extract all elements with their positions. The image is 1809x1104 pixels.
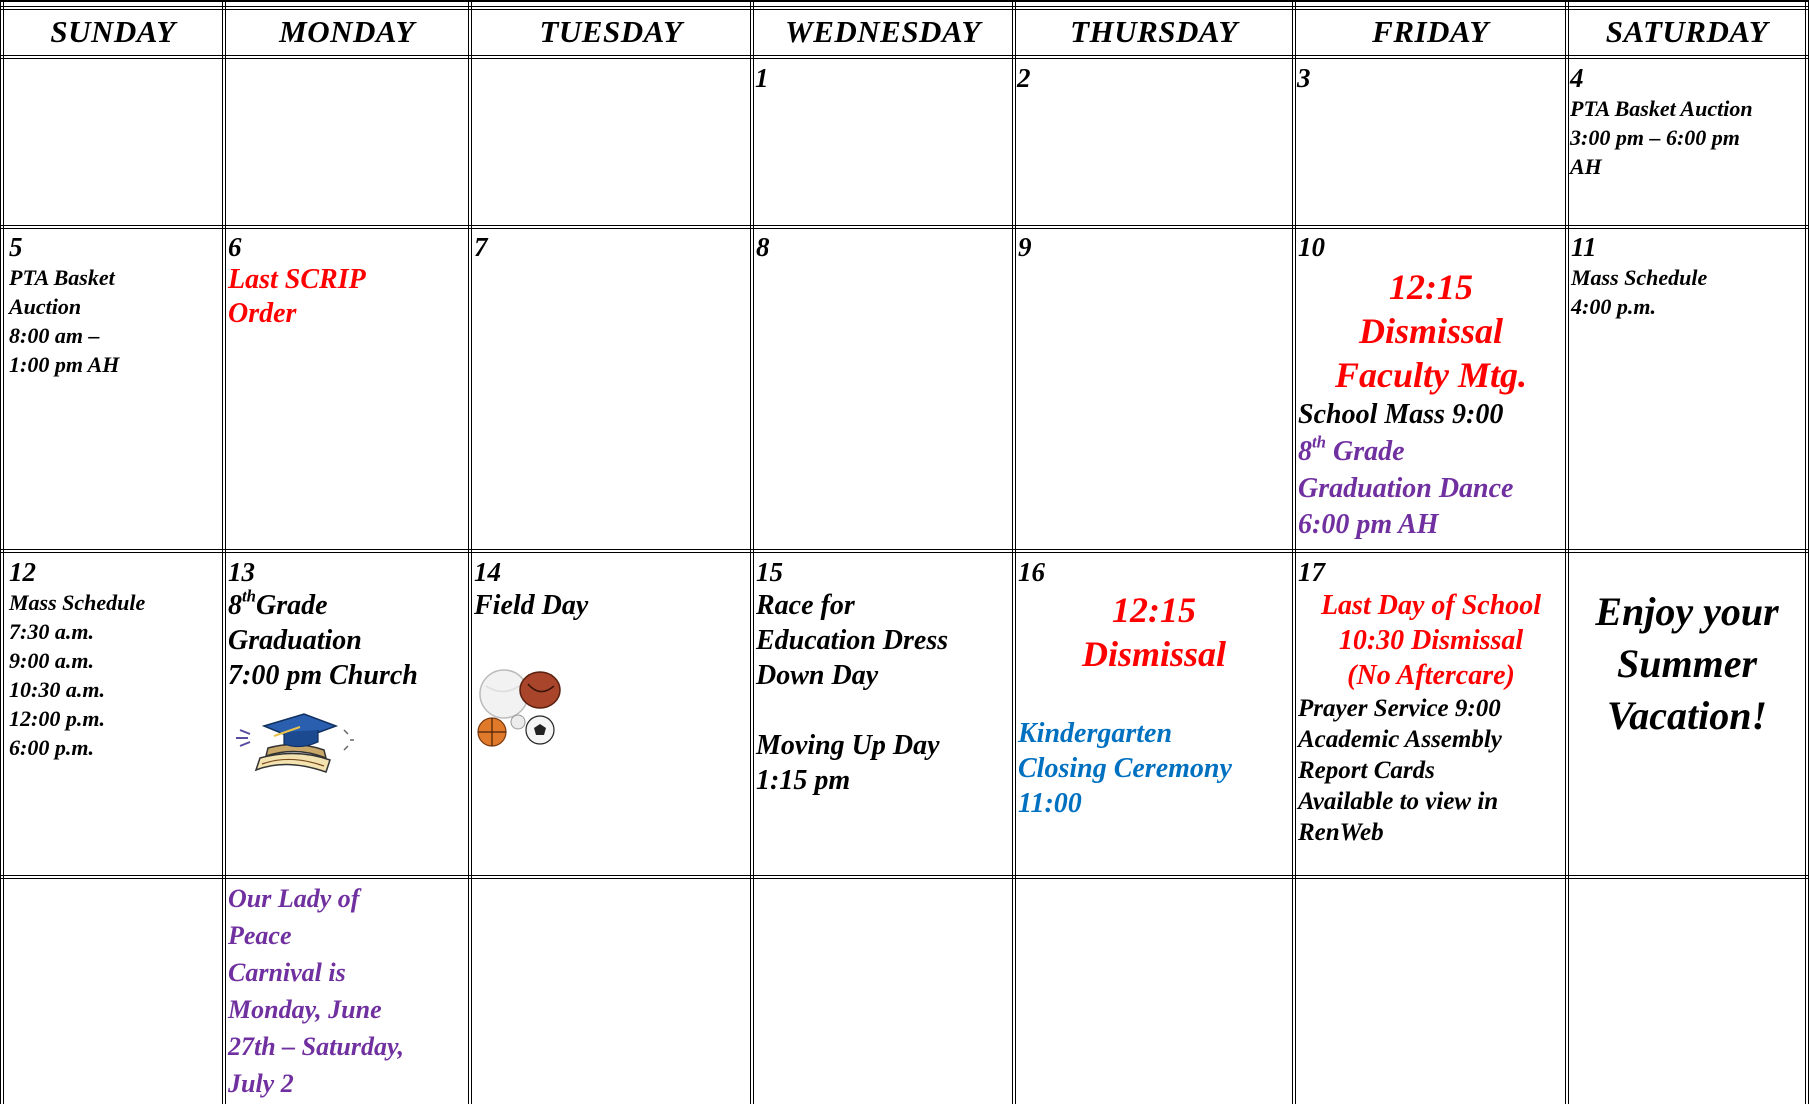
event-text: Race for [756, 590, 855, 621]
header-friday: FRIDAY [1372, 14, 1489, 49]
day-number: 1 [755, 63, 769, 93]
event-spacer [1018, 676, 1290, 716]
grid-hline [0, 875, 1809, 879]
event-text: 8 [1298, 436, 1312, 467]
header-wednesday: WEDNESDAY [785, 14, 981, 49]
day-number: 8 [756, 232, 770, 262]
event-text: Moving Up Day [756, 730, 940, 761]
day-cell [1018, 556, 1290, 821]
event-text: Grade [1333, 436, 1405, 467]
event-text: Peace [228, 921, 292, 950]
day-cell [1298, 231, 1564, 543]
event-text: 12:00 p.m. [9, 706, 105, 731]
event-text: 1:15 pm [756, 765, 851, 796]
event-text: Graduation [228, 625, 362, 656]
day-number: 14 [474, 557, 501, 587]
event-text: Auction [9, 294, 82, 319]
day-cell [1571, 586, 1803, 742]
day-number: 10 [1298, 232, 1325, 262]
event-text: th [1312, 432, 1326, 452]
event-text: Our Lady of [228, 884, 360, 913]
event-text: Faculty Mtg. [1334, 355, 1527, 395]
day-number: 7 [474, 232, 488, 262]
event-text: July 2 [228, 1069, 294, 1098]
event-text: Academic Assembly [1298, 726, 1502, 753]
day-number: 12 [9, 557, 36, 587]
event-text: 12:15 [1112, 590, 1196, 630]
day-number: 2 [1017, 63, 1031, 93]
event-text: Field Day [474, 590, 589, 621]
event-text: Summer [1616, 641, 1758, 686]
event-text: 6:00 p.m. [9, 735, 94, 760]
event-text: 8:00 am – [9, 323, 100, 348]
day-number: 9 [1018, 232, 1032, 262]
event-text: 1:00 pm AH [9, 352, 120, 377]
event-text: Prayer Service 9:00 [1298, 695, 1501, 722]
event-text: 6:00 pm AH [1298, 509, 1439, 540]
day-number: 4 [1570, 63, 1584, 93]
day-cell [756, 231, 770, 263]
event-text: 7:00 pm Church [228, 660, 418, 691]
event-text: Graduation Dance [1298, 473, 1514, 504]
day-cell [9, 556, 219, 762]
event-text: Mass Schedule [1571, 265, 1708, 290]
event-text: Down Day [756, 660, 879, 691]
day-cell [1297, 62, 1311, 94]
event-text: Enjoy your [1595, 589, 1779, 634]
event-text: 7:30 a.m. [9, 619, 94, 644]
event-text: Monday, June [228, 995, 382, 1024]
event-text: AH [1570, 154, 1602, 179]
day-cell [9, 231, 219, 379]
grid-hline [0, 55, 1809, 59]
day-cell [474, 231, 488, 263]
grid-hline [0, 225, 1809, 229]
day-cell [1018, 231, 1032, 263]
event-text: Dismissal [1081, 634, 1227, 674]
day-number: 16 [1018, 557, 1045, 587]
day-cell [1298, 556, 1564, 848]
event-spacer [756, 693, 1010, 728]
day-number: 11 [1571, 232, 1597, 262]
event-text: 3:00 pm – 6:00 pm [1570, 125, 1740, 150]
header-sunday: SUNDAY [50, 14, 176, 49]
graduation-cap-books-icon [226, 700, 366, 780]
event-text: Closing Ceremony [1018, 753, 1232, 784]
event-text: PTA Basket Auction [1570, 96, 1753, 121]
event-text: Report Cards [1298, 757, 1435, 784]
top-border [0, 0, 1809, 2]
day-number: 17 [1298, 557, 1325, 587]
event-text: Last SCRIP [228, 264, 366, 295]
event-text: 4:00 p.m. [1571, 294, 1656, 319]
event-text: Carnival is [228, 958, 346, 987]
day-number: 15 [756, 557, 783, 587]
event-text: Last Day of School [1320, 590, 1542, 621]
day-cell [756, 556, 1010, 798]
event-text: School Mass 9:00 [1298, 399, 1504, 430]
event-text: Education Dress [756, 625, 949, 656]
day-cell [474, 556, 746, 623]
event-text: PTA Basket [9, 265, 115, 290]
event-text: Kindergarten [1018, 718, 1173, 749]
event-text: Dismissal [1358, 311, 1504, 351]
event-text: 11:00 [1018, 788, 1082, 819]
event-text: RenWeb [1298, 819, 1384, 846]
day-cell [1570, 62, 1802, 181]
event-text: Mass Schedule [9, 590, 146, 615]
day-cell [755, 62, 769, 94]
day-number: 5 [9, 232, 23, 262]
event-text: 10:30 Dismissal [1338, 625, 1524, 656]
day-number: 3 [1297, 63, 1311, 93]
header-saturday: SATURDAY [1605, 14, 1769, 49]
header-tuesday: TUESDAY [539, 14, 683, 49]
event-text: Grade [256, 590, 328, 621]
day-cell [228, 231, 464, 331]
header-thursday: THURSDAY [1070, 14, 1238, 49]
grid-hline [0, 549, 1809, 553]
event-text: 10:30 a.m. [9, 677, 105, 702]
event-text: th [242, 586, 256, 606]
day-cell [228, 556, 466, 693]
day-cell [1571, 231, 1803, 321]
event-text: Order [228, 298, 297, 329]
day-number: 13 [228, 557, 255, 587]
day-number: 6 [228, 232, 242, 262]
event-text: Available to view in [1298, 788, 1499, 815]
day-cell [1017, 62, 1031, 94]
sports-balls-icon [474, 662, 564, 752]
event-text: Vacation! [1606, 693, 1768, 738]
header-monday: MONDAY [279, 14, 415, 49]
event-text: 9:00 a.m. [9, 648, 94, 673]
event-text: 27th – Saturday, [228, 1032, 405, 1061]
event-text [228, 588, 466, 623]
day-cell [228, 880, 464, 1102]
event-text: 12:15 [1389, 267, 1473, 307]
event-text [1298, 433, 1564, 471]
event-text: (No Aftercare) [1347, 660, 1515, 691]
event-text: 8 [228, 590, 242, 621]
